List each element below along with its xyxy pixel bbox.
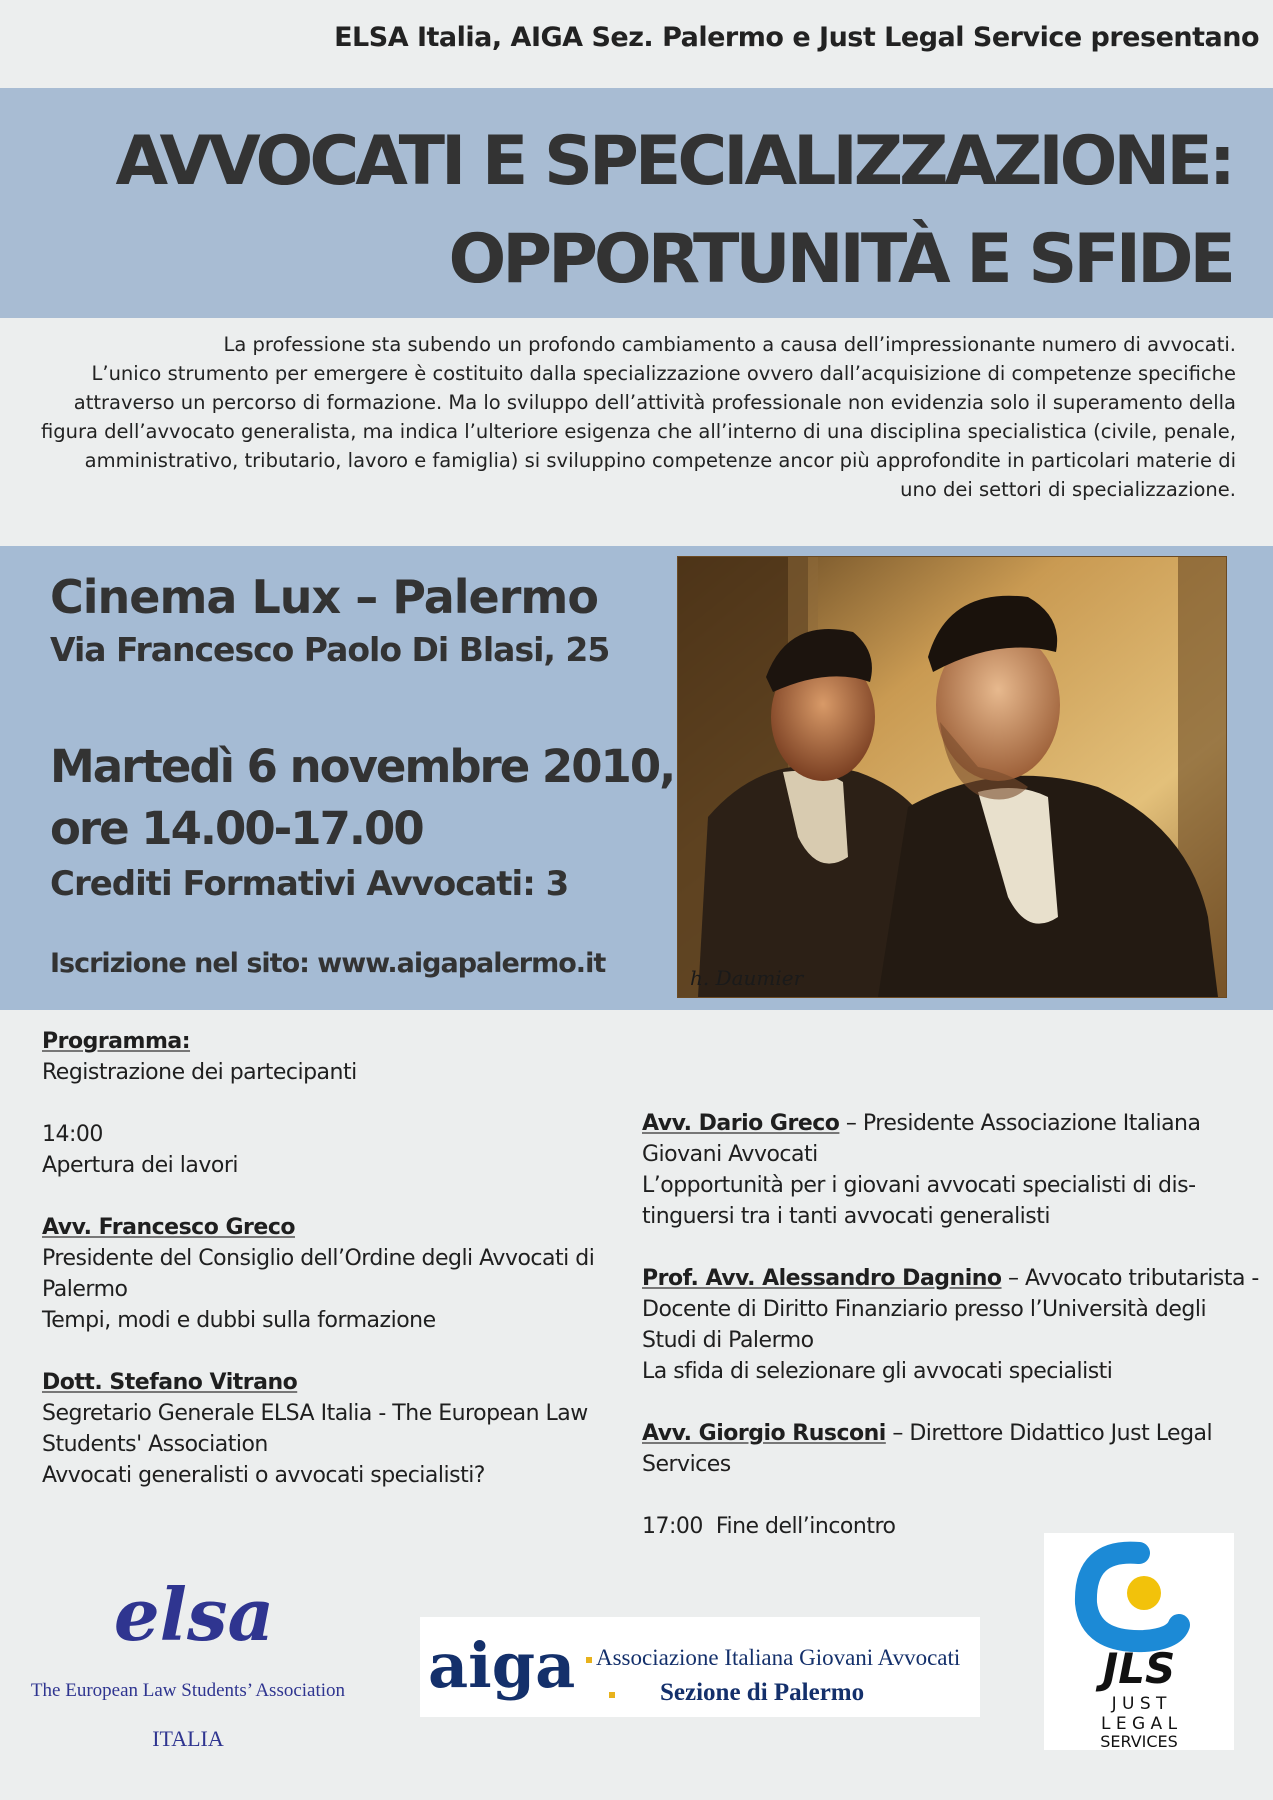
elsa-logo xyxy=(24,1580,360,1780)
speaker-role: Students' Association xyxy=(42,1432,268,1457)
speaker-name: Avv. Dario Greco xyxy=(642,1111,840,1136)
program-opening-label: Apertura dei lavori xyxy=(42,1153,239,1178)
speaker-name: Prof. Avv. Alessandro Dagnino xyxy=(642,1266,1002,1291)
aiga-bullet-icon xyxy=(586,1657,592,1663)
jls-wordmark: JLS xyxy=(1102,1644,1176,1693)
aiga-line-2: Sezione di Palermo xyxy=(660,1679,865,1706)
intro-line: L’unico strumento per emergere è costituito dalla specializzazione ovvero dall’acquisizione di competenze specifiche xyxy=(91,362,1236,385)
program-left-column xyxy=(42,1026,594,1491)
talk-title: Avvocati generalisti o avvocati specialisti? xyxy=(42,1463,485,1488)
jls-sun-icon xyxy=(1127,1576,1161,1610)
event-date: Martedì 6 novembre 2010, xyxy=(50,740,675,793)
event-signup: Iscrizione nel sito: www.aigapalermo.it xyxy=(50,948,606,979)
event-time: ore 14.00-17.00 xyxy=(50,802,423,855)
aiga-bullet-icon xyxy=(609,1692,615,1698)
jls-logo xyxy=(1044,1533,1234,1750)
presenters-line: ELSA Italia, AIGA Sez. Palermo e Just Legal Service presentano xyxy=(334,22,1259,53)
intro-line: La professione sta subendo un profondo cambiamento a causa dell’impressionante numero di avvocati. xyxy=(223,333,1236,356)
aiga-wordmark: aiga xyxy=(428,1629,576,1702)
speaker-name: Avv. Giorgio Rusconi xyxy=(642,1421,886,1446)
program-right-column xyxy=(642,1108,1259,1542)
speaker-role: Presidente del Consiglio dell’Ordine degli Avvocati di xyxy=(42,1246,595,1271)
intro-paragraph xyxy=(36,330,1236,504)
aiga-logo xyxy=(420,1617,980,1717)
elsa-tagline: The European Law Students’ Association xyxy=(30,1680,346,1701)
intro-line: uno dei settori di specializzazione. xyxy=(900,478,1236,501)
speaker-role: Services xyxy=(642,1452,731,1477)
speaker-role: Giovani Avvocati xyxy=(642,1142,818,1167)
speaker-name: Avv. Francesco Greco xyxy=(42,1215,295,1240)
talk-title: Tempi, modi e dubbi sulla formazione xyxy=(42,1308,436,1333)
program-end-time: 17:00 xyxy=(642,1514,703,1539)
title-line-2: OPPORTUNITÀ E SFIDE xyxy=(448,220,1232,299)
daumier-painting xyxy=(677,556,1227,998)
talk-title: La sfida di selezionare gli avvocati specialisti xyxy=(642,1359,1113,1384)
painting-signature: h. Daumier xyxy=(690,966,804,990)
program-heading: Programma: xyxy=(42,1029,191,1054)
elsa-country: ITALIA xyxy=(152,1726,224,1751)
intro-line: attraverso un percorso di formazione. Ma lo sviluppo dell’attività professionale non evidenzia solo il superamento della xyxy=(73,391,1236,414)
jls-line-3: SERVICES xyxy=(1100,1732,1178,1750)
title-line-1: AVVOCATI E SPECIALIZZAZIONE: xyxy=(115,122,1232,201)
intro-line: figura dell’avvocato generalista, ma indica l’ulteriore esigenza che all’interno di una disciplina specialistica (civile, penale, xyxy=(40,420,1236,443)
program-end-label: Fine dell’incontro xyxy=(715,1514,896,1539)
speaker-role: – Presidente Associazione Italiana xyxy=(839,1111,1201,1136)
jls-line-1: J U S T xyxy=(1111,1694,1167,1714)
speaker-role: Palermo xyxy=(42,1277,128,1302)
event-address: Via Francesco Paolo Di Blasi, 25 xyxy=(50,630,610,669)
speaker-name: Dott. Stefano Vitrano xyxy=(42,1370,298,1395)
speaker-role: – Avvocato tributarista - xyxy=(1001,1266,1259,1291)
event-venue: Cinema Lux – Palermo xyxy=(50,570,598,624)
jls-line-2: L E G A L xyxy=(1100,1714,1178,1734)
aiga-line-1: Associazione Italiana Giovani Avvocati xyxy=(596,1645,961,1670)
intro-line: amministrativo, tributario, lavoro e famiglia) si sviluppino competenze ancor più approfondite in particolari materie di xyxy=(84,449,1236,472)
event-credits: Crediti Formativi Avvocati: 3 xyxy=(50,864,569,904)
speaker-role: Studi di Palermo xyxy=(642,1328,814,1353)
talk-title: L’opportunità per i giovani avvocati specialisti di dis- xyxy=(642,1173,1196,1198)
talk-title: tinguersi tra i tanti avvocati generalisti xyxy=(642,1204,1050,1229)
elsa-wordmark: elsa xyxy=(113,1580,275,1657)
program-registration: Registrazione dei partecipanti xyxy=(42,1060,357,1085)
speaker-role: Docente di Diritto Finanziario presso l’Università degli xyxy=(642,1297,1207,1322)
speaker-role: – Direttore Didattico Just Legal xyxy=(885,1421,1213,1446)
speaker-role: Segretario Generale ELSA Italia - The European Law xyxy=(42,1401,588,1426)
program-opening-time: 14:00 xyxy=(42,1122,103,1147)
